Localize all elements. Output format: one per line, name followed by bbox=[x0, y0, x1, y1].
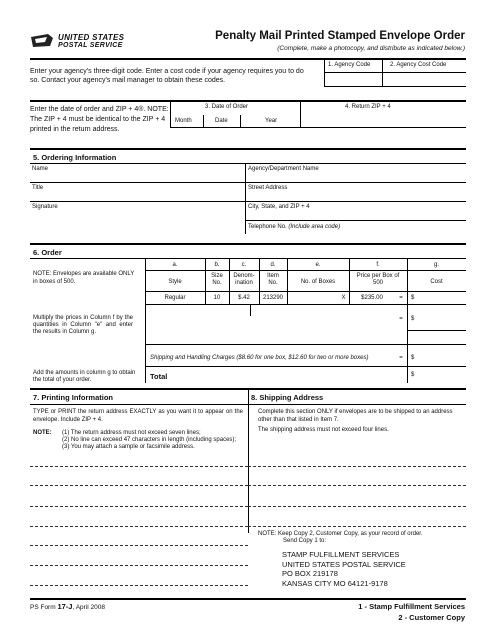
date-zip-instructions: Enter the date of order and ZIP + 4®. NOTE: The ZIP + 4 must be identical to the ZIP + 4 printed in the return address. bbox=[30, 106, 169, 133]
order-note: NOTE: Envelopes are available ONLY in boxes of 500. bbox=[33, 271, 135, 285]
shipping-eq: = bbox=[399, 355, 403, 361]
order-letter-row bbox=[145, 258, 466, 270]
return-address-line-1[interactable] bbox=[30, 466, 248, 467]
order-heading: 6. Order bbox=[33, 248, 62, 257]
return-address-line-7[interactable] bbox=[30, 585, 248, 586]
order-table bbox=[145, 258, 466, 383]
col-header-boxes: No. of Boxes bbox=[300, 279, 336, 285]
year-label: Year bbox=[265, 118, 278, 124]
return-address-line-6[interactable] bbox=[30, 565, 248, 566]
return-address-line-4[interactable] bbox=[30, 526, 248, 527]
street-field[interactable] bbox=[246, 192, 465, 201]
return-address-line-5[interactable] bbox=[30, 545, 248, 546]
order-eq: = bbox=[399, 295, 403, 301]
order-x: X bbox=[341, 295, 346, 301]
agency-code-label: 1. Agency Code bbox=[328, 62, 371, 68]
shipping-address-line-1[interactable] bbox=[248, 466, 466, 467]
day-label: Date bbox=[215, 118, 228, 124]
phone-field[interactable] bbox=[330, 221, 465, 233]
col-header-denomination: Denom- ination bbox=[233, 273, 255, 286]
col-header-price: Price per Box of 500 bbox=[356, 273, 400, 286]
agency-code-instructions: Enter your agency's three-digit code. Enter a cost code if your agency requires you to do so. Contact your agency's mail manager to obtain these codes. bbox=[30, 68, 304, 84]
title-label: Title bbox=[32, 185, 44, 191]
col-header-cost: Cost bbox=[430, 279, 443, 285]
signature-label: Signature bbox=[32, 204, 58, 210]
order-row-regular bbox=[145, 292, 466, 304]
printing-note-label: NOTE: bbox=[33, 430, 52, 436]
send-to-address bbox=[282, 550, 406, 588]
subtotal-eq: = bbox=[399, 316, 403, 322]
col-header-size: Size No. bbox=[211, 273, 223, 286]
return-address-line-2[interactable] bbox=[30, 485, 248, 486]
printing-heading: 7. Printing Information bbox=[33, 393, 113, 402]
signature-field[interactable] bbox=[31, 211, 244, 233]
printing-note-3: (3) You may attach a sample or facsimile address. bbox=[62, 444, 195, 450]
page-subtitle: (Complete, make a photocopy, and distribute as indicated below.) bbox=[277, 45, 465, 52]
add-note: Add the amounts in column g to obtain the total of your order. bbox=[33, 370, 136, 383]
agency-name-label: Agency/Department Name bbox=[248, 166, 319, 172]
col-letter-g: g. bbox=[433, 262, 439, 268]
order-cost-field[interactable]: $ bbox=[411, 295, 415, 301]
day-field[interactable] bbox=[204, 112, 239, 126]
agency-cost-code-field[interactable] bbox=[383, 73, 465, 85]
col-letter-f: f. bbox=[376, 262, 380, 268]
form-id: 17-J bbox=[57, 602, 73, 611]
usps-logo bbox=[30, 31, 140, 55]
address-line-4: KANSAS CITY MO 64121-9178 bbox=[282, 578, 388, 588]
return-zip-field[interactable] bbox=[301, 112, 465, 126]
shipping-note-2: Send Copy 1 to: bbox=[283, 538, 327, 544]
shipping-address-line-2[interactable] bbox=[248, 485, 466, 486]
printing-note-2: (2) No line can exceed 47 characters in length (including spaces); bbox=[62, 437, 237, 443]
shipping-charges-label: Shipping and Handling Charges ($8.60 for one box, $12.60 for two or more boxes) bbox=[150, 355, 369, 361]
address-line-2: UNITED STATES POSTAL SERVICE bbox=[282, 559, 406, 569]
shipping-heading: 8. Shipping Address bbox=[251, 393, 324, 402]
name-field[interactable] bbox=[31, 173, 244, 182]
col-letter-e: e. bbox=[315, 262, 321, 268]
order-boxes-field[interactable] bbox=[288, 293, 338, 303]
printing-notes bbox=[62, 430, 242, 451]
title-field[interactable] bbox=[31, 192, 244, 201]
form-number bbox=[30, 602, 105, 611]
shipping-address-line-4[interactable] bbox=[248, 526, 466, 527]
order-denomination: $.42 bbox=[238, 295, 250, 301]
shipping-text-1: Complete this section ONLY if envelopes are to be shipped to an address other than that listed in Item 7. bbox=[258, 409, 453, 423]
shipping-address-line-3[interactable] bbox=[248, 506, 466, 507]
printing-note-1: (1) The return address must not exceed seven lines; bbox=[62, 430, 201, 436]
date-of-order-label: 3. Date of Order bbox=[205, 104, 249, 110]
order-item: 213290 bbox=[262, 295, 284, 301]
eagle-icon bbox=[30, 33, 54, 49]
phone-label bbox=[248, 224, 340, 230]
col-header-item: Item No. bbox=[267, 273, 279, 286]
month-field[interactable] bbox=[171, 112, 202, 126]
name-label: Name bbox=[32, 166, 49, 172]
address-line-1: STAMP FULFILLMENT SERVICES bbox=[282, 550, 400, 559]
subtotal-field[interactable]: $ bbox=[411, 316, 415, 322]
year-field[interactable] bbox=[241, 112, 299, 126]
col-letter-c: c. bbox=[241, 262, 247, 268]
col-letter-a: a. bbox=[172, 262, 178, 268]
printing-text: TYPE or PRINT the return address EXACTLY as you want it to appear on the envelope. Include ZIP + 4. bbox=[33, 409, 243, 423]
copy1-label: 1 - Stamp Fulfillment Services bbox=[358, 602, 465, 611]
return-address-line-3[interactable] bbox=[30, 506, 248, 507]
page-title: Penalty Mail Printed Stamped Envelope Order bbox=[215, 30, 465, 42]
phone-hint: (Include area code) bbox=[288, 224, 341, 230]
return-zip-label: 4. Return ZIP + 4 bbox=[345, 104, 391, 110]
copy2-label: 2 - Customer Copy bbox=[398, 613, 465, 622]
agency-name-field[interactable] bbox=[246, 173, 465, 182]
month-label: Month bbox=[175, 118, 192, 124]
order-size: 10 bbox=[213, 295, 221, 301]
col-letter-d: d. bbox=[270, 262, 276, 268]
col-header-style: Style bbox=[168, 279, 182, 285]
shipping-text-2: The shipping address must not exceed four lines. bbox=[258, 427, 389, 433]
order-price: $235.00 bbox=[361, 295, 383, 301]
phone-label-text: Telephone No. bbox=[248, 224, 287, 230]
shipping-cost-field[interactable]: $ bbox=[411, 355, 415, 361]
multiply-note: Multiply the prices in Column f by the quantities in Column "e" and enter the results in Column g. bbox=[33, 315, 133, 335]
form-prefix: PS Form bbox=[30, 604, 58, 611]
agency-code-field[interactable] bbox=[325, 73, 381, 85]
logo-line2: POSTAL SERVICE bbox=[58, 42, 123, 49]
total-field[interactable]: $ bbox=[411, 372, 415, 378]
order-style: Regular bbox=[164, 295, 186, 301]
logo-line1: UNITED STATES bbox=[58, 33, 125, 42]
city-field[interactable] bbox=[246, 211, 465, 220]
address-line-3: PO BOX 219178 bbox=[282, 569, 338, 578]
shipping-note: NOTE: Keep Copy 2, Customer Copy, as your record of order. bbox=[258, 531, 423, 537]
city-label: City, State, and ZIP + 4 bbox=[248, 204, 310, 210]
street-label: Street Address bbox=[248, 185, 288, 191]
form-date: , April 2008 bbox=[72, 604, 105, 611]
col-letter-b: b. bbox=[214, 262, 220, 268]
total-label: Total bbox=[150, 372, 168, 381]
agency-cost-code-label: 2. Agency Cost Code bbox=[390, 62, 447, 68]
ordering-heading: 5. Ordering Information bbox=[33, 153, 117, 162]
